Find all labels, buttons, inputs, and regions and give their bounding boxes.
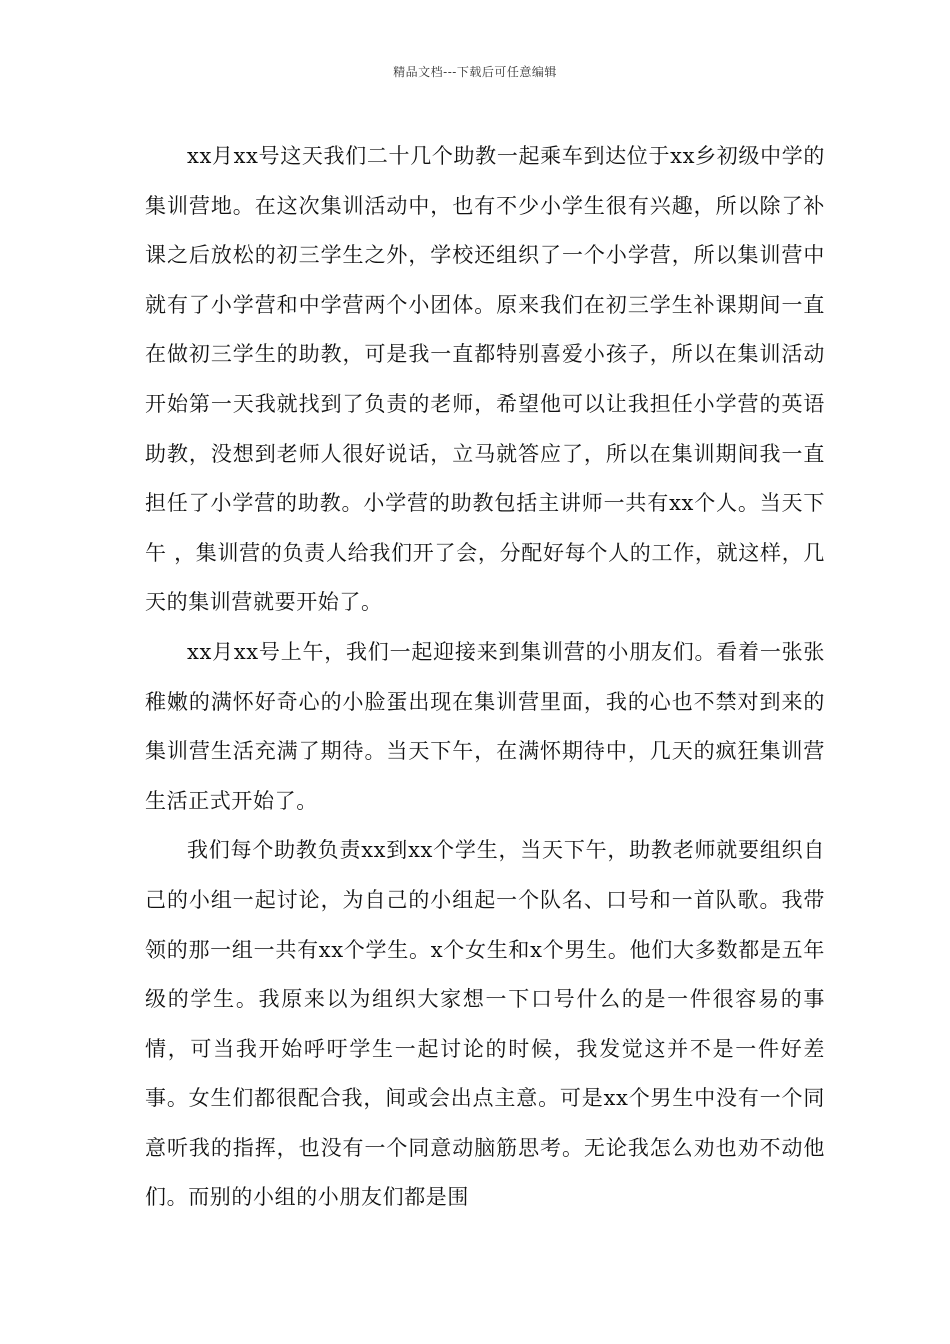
paragraph-3: 我们每个助教负责xx到xx个学生，当天下午，助教老师就要组织自己的小组一起讨论，为自己的小组起一个队名、口号和一首队歌。我带领的那一组一共有xx个学生。x个女生和x个男生。他们大多数都是五年级的学生。我原来以为组织大家想一下口号什么的是一件很容易的事情，可当我开始呼吁学生一起讨论的时候，我发觉这并不是一件好差事。女生们都很配合我，间或会出点主意。可是xx个男生中没有一个同意听我的指挥，也没有一个同意动脑筋思考。无论我怎么劝也劝不动他们。而别的小组的小朋友们都是围 xyxy=(145,838,825,1210)
paragraph-1: xx月xx号这天我们二十几个助教一起乘车到达位于xx乡初级中学的集训营地。在这次集训活动中，也有不少小学生很有兴趣，所以除了补课之后放松的初三学生之外，学校还组织了一个小学营，所以集训营中就有了小学营和中学营两个小团体。原来我们在初三学生补课期间一直在做初三学生的助教，可是我一直都特别喜爱小孩子，所以在集训活动开始第一天我就找到了负责的老师，希望他可以让我担任小学营的英语助教，没想到老师人很好说话，立马就答应了，所以在集训期间我一直担任了小学营的助教。小学营的助教包括主讲师一共有xx个人。当天下午 ，集训营的负责人给我们开了会，分配好每个人的工作，就这样，几天的集训营就要开始了。 xyxy=(145,144,825,615)
paragraph-2: xx月xx号上午，我们一起迎接来到集训营的小朋友们。看着一张张稚嫩的满怀好奇心的小脸蛋出现在集训营里面，我的心也不禁对到来的集训营生活充满了期待。当天下午，在满怀期待中，几天的疯狂集训营生活正式开始了。 xyxy=(145,639,825,813)
document-body xyxy=(145,132,825,1223)
page-header: 精品文档---下载后可任意编辑 xyxy=(393,65,557,79)
